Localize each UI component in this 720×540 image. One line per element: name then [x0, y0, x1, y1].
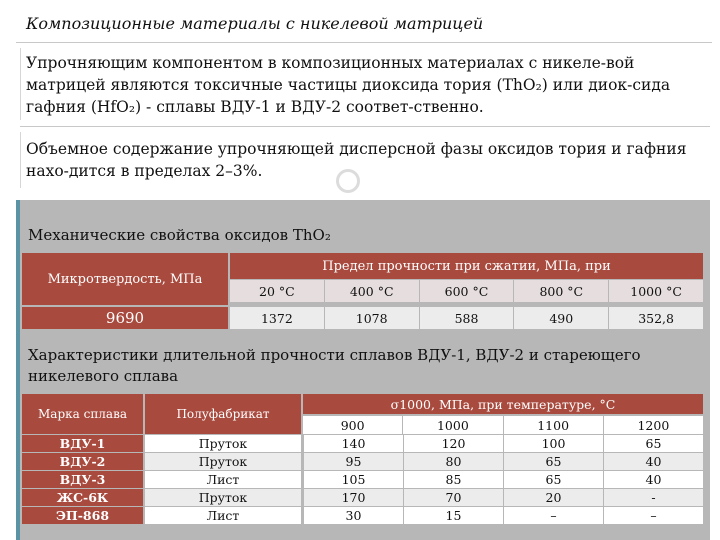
- table2-temp-cell: 900: [303, 416, 402, 434]
- table2-value-cell: -: [603, 489, 703, 506]
- table2-value-cell: 40: [603, 471, 703, 488]
- table1-temps-row: [230, 280, 703, 302]
- table2-value-cell: 70: [403, 489, 503, 506]
- table1-value-cell: 490: [513, 307, 608, 329]
- table2-form-cell: Лист: [145, 471, 301, 488]
- table2-header-form: Полуфабрикат: [145, 394, 301, 434]
- table-row: [22, 489, 703, 506]
- table-row: [22, 471, 703, 488]
- table2-value-cell: 100: [503, 435, 603, 452]
- table2-alloy-cell: ВДУ-1: [22, 435, 143, 452]
- table1-temp-cell: 800 °С: [513, 280, 608, 302]
- table2-form-cell: Пруток: [145, 489, 301, 506]
- table2-value-cell: 65: [603, 435, 703, 452]
- table1-temp-cell: 20 °С: [230, 280, 324, 302]
- divider: [20, 132, 21, 188]
- table1-temp-cell: 600 °С: [419, 280, 514, 302]
- table2-temp-cell: 1100: [503, 416, 603, 434]
- table2-value-cell: 85: [403, 471, 503, 488]
- table1-header-microhardness: Микротвердость, МПа: [22, 253, 228, 305]
- table2-alloy-cell: ЭП-868: [22, 507, 143, 524]
- accent-bar: [16, 200, 20, 540]
- table2-body: [22, 435, 703, 524]
- table2-alloy-cell: ЖС-6К: [22, 489, 143, 506]
- table2-form-cell: Лист: [145, 507, 301, 524]
- table2-alloy-cell: ВДУ-3: [22, 471, 143, 488]
- table2-form-cell: Пруток: [145, 435, 301, 452]
- table2-value-cell: 80: [403, 453, 503, 470]
- section-heading-2: Характеристики длительной прочности сплавов ВДУ-1, ВДУ-2 и стареющего никелевого сплава: [28, 346, 641, 385]
- table1-value-cell: 1372: [230, 307, 324, 329]
- table1-value-microhardness: 9690: [22, 307, 228, 329]
- table2-value-cell: 65: [503, 453, 603, 470]
- table1-values-row: [230, 307, 703, 329]
- table2-header-strength: σ1000, МПа, при температуре, °С: [303, 394, 703, 414]
- table2-temps-row: [303, 416, 703, 434]
- section-heading-1: Механические свойства оксидов ThO₂: [28, 226, 331, 244]
- table1-temp-cell: 400 °С: [324, 280, 419, 302]
- table1-temp-cell: 1000 °С: [608, 280, 703, 302]
- table2-value-cell: –: [603, 507, 703, 524]
- paragraph-2: Объемное содержание упрочняющей дисперсной фазы оксидов тория и гафния нахо-дится в пределах 2–3%.: [26, 140, 687, 180]
- table2-value-cell: 65: [503, 471, 603, 488]
- table1-value-cell: 588: [419, 307, 514, 329]
- table1-value-cell: 1078: [324, 307, 419, 329]
- table2-alloy-cell: ВДУ-2: [22, 453, 143, 470]
- table2-value-cell: 40: [603, 453, 703, 470]
- table2-form-cell: Пруток: [145, 453, 301, 470]
- table2-header-alloy: Марка сплава: [22, 394, 143, 434]
- table2-value-cell: 95: [303, 453, 403, 470]
- table2-temp-cell: 1200: [603, 416, 703, 434]
- table-row: [22, 435, 703, 452]
- table2-value-cell: 170: [303, 489, 403, 506]
- table2-value-cell: 30: [303, 507, 403, 524]
- table2-value-cell: 20: [503, 489, 603, 506]
- table2-temp-cell: 1000: [402, 416, 502, 434]
- table2-value-cell: 15: [403, 507, 503, 524]
- table1-value-cell: 352,8: [608, 307, 703, 329]
- table2-value-cell: 120: [403, 435, 503, 452]
- table-row: [22, 507, 703, 524]
- table-row: [22, 453, 703, 470]
- paragraph-1: Упрочняющим компонентом в композиционных материалах с никеле-вой матрицей являются токсичные частицы диоксида тория (ThO₂) или диок-сида гафния (HfO₂) - сплавы ВДУ-1 и ВДУ-2 соответ-ственно.: [26, 54, 671, 116]
- slide-title: Композиционные материалы с никелевой матрицей: [26, 14, 484, 33]
- table2-value-cell: –: [503, 507, 603, 524]
- divider: [20, 126, 710, 127]
- table2-value-cell: 140: [303, 435, 403, 452]
- divider: [20, 48, 21, 120]
- table1-header-strength: Предел прочности при сжатии, МПа, при: [230, 253, 703, 279]
- table2-value-cell: 105: [303, 471, 403, 488]
- decorative-circle: [336, 169, 360, 193]
